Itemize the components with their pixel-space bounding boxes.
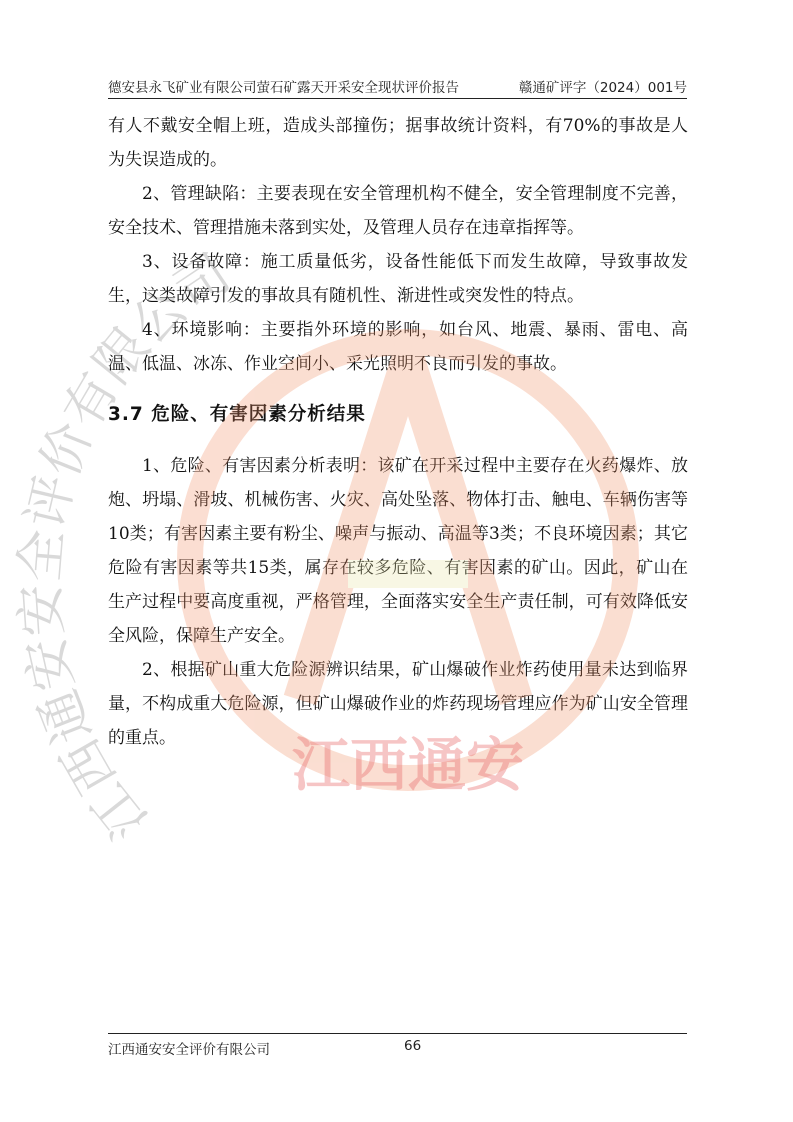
paragraph-equipment-failure: 3、设备故障：施工质量低劣，设备性能低下而发生故障，导致事故发生，这类故障引发的事故具有随机性、渐进性或突发性的特点。 [108,252,688,306]
paragraph-management-defects: 2、管理缺陷：主要表现在安全管理机构不健全，安全管理制度不完善，安全技术、管理措施未落到实处，及管理人员存在违章指挥等。 [108,184,688,238]
header-report-number: 赣通矿评字（2024）001号 [518,80,687,96]
paragraph-analysis-result: 1、危险、有害因素分析表明：该矿在开采过程中主要存在火药爆炸、放炮、坍塌、滑坡、机械伤害、火灾、高处坠落、物体打击、触电、车辆伤害等10类；有害因素主要有粉尘、噪声与振动、高温等3类；不良环境因素；其它危险有害因素等共15类，属存在较多危险、有害因素的矿山。因此，矿山在生产过程中要高度重视，严格管理，全面落实安全生产责任制，可有效降低安全风险，保障生产安全。 [108,456,688,646]
page-number: 66 [404,1038,422,1054]
page-content [108,109,688,755]
section-heading: 3.7 危险、有害因素分析结果 [108,404,366,425]
paragraph-major-hazard: 2、根据矿山重大危险源辨识结果，矿山爆破作业炸药使用量未达到临界量，不构成重大危险源，但矿山爆破作业的炸药现场管理应作为矿山安全管理的重点。 [108,660,688,748]
footer-company: 江西通安安全评价有限公司 [108,1042,270,1058]
paragraph-continuation: 有人不戴安全帽上班，造成头部撞伤；据事故统计资料，有70%的事故是人为失误造成的。 [108,116,688,170]
watermark-company-text: 江西通安 [291,731,525,799]
header-report-title: 德安县永飞矿业有限公司萤石矿露天开采安全现状评价报告 [108,80,459,96]
watermark-arc-text: 江西通安安全评价有限公司 [10,243,241,850]
paragraph-environment: 4、环境影响：主要指外环境的影响，如台风、地震、暴雨、雷电、高温、低温、冰冻、作业空间小、采光照明不良而引发的事故。 [108,320,688,374]
page-header [108,74,687,99]
page-footer [108,1033,687,1058]
